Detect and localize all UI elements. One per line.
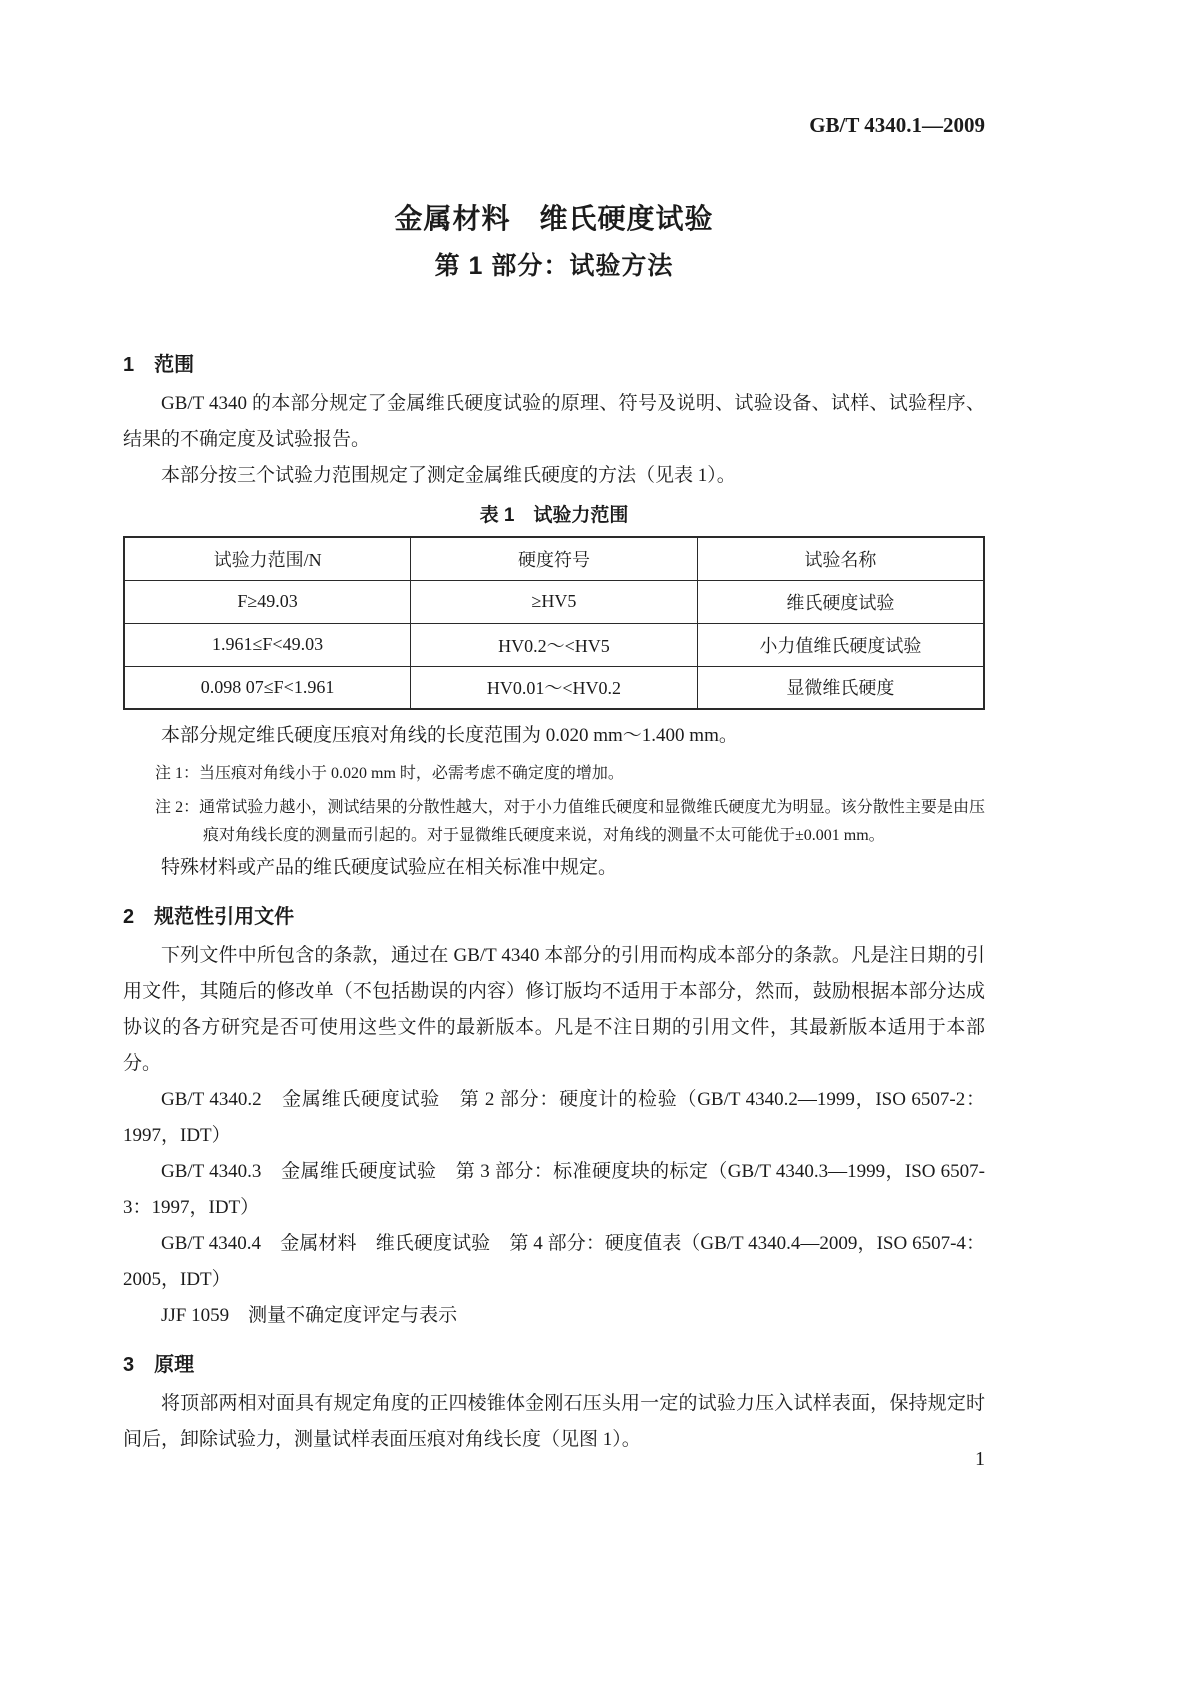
table-cell: 1.961≤F<49.03	[124, 623, 411, 666]
table-row	[124, 623, 984, 666]
force-range-table	[123, 536, 985, 710]
section-2-heading: 2 规范性引用文件	[123, 906, 295, 928]
table-header-row	[124, 537, 984, 580]
section-2-reference-2: GB/T 4340.3 金属维氏硬度试验 第 3 部分：标准硬度块的标定（GB/T 4340.3—1999，ISO 6507-3：1997，IDT）	[123, 1161, 985, 1218]
table-cell: 小力值维氏硬度试验	[697, 623, 984, 666]
section-1-heading: 1 范围	[123, 354, 195, 376]
document-subtitle: 第 1 部分：试验方法	[434, 252, 674, 280]
section-3-paragraph-1: 将顶部两相对面具有规定角度的正四棱锥体金刚石压头用一定的试验力压入试样表面，保持规定时间后，卸除试验力，测量试样表面压痕对角线长度（见图 1）。	[123, 1393, 985, 1450]
table-header-cell-hardness-symbol: 硬度符号	[411, 537, 698, 580]
table-cell: HV0.01～<HV0.2	[411, 666, 698, 709]
table-row	[124, 580, 984, 623]
section-1-paragraph-4: 特殊材料或产品的维氏硬度试验应在相关标准中规定。	[161, 857, 618, 878]
section-1-note-2: 注 2：通常试验力越小，测试结果的分散性越大，对于小力值维氏硬度和显微维氏硬度尤为明显。该分散性主要是由压痕对角线长度的测量而引起的。对于显微维氏硬度来说，对角线的测量不太可能优于±0.001 mm。	[155, 799, 985, 844]
table-cell: 0.098 07≤F<1.961	[124, 666, 411, 709]
table-header-cell-force-range: 试验力范围/N	[124, 537, 411, 580]
section-2-reference-3: GB/T 4340.4 金属材料 维氏硬度试验 第 4 部分：硬度值表（GB/T 4340.4—2009，ISO 6507-4：2005，IDT）	[123, 1233, 985, 1290]
section-1-paragraph-1: GB/T 4340 的本部分规定了金属维氏硬度试验的原理、符号及说明、试验设备、试样、试验程序、结果的不确定度及试验报告。	[123, 393, 985, 450]
doc-number: GB/T 4340.1—2009	[809, 113, 985, 137]
table-cell: F≥49.03	[124, 580, 411, 623]
table-cell: 维氏硬度试验	[697, 580, 984, 623]
table-row	[124, 666, 984, 709]
document-title: 金属材料 维氏硬度试验	[394, 203, 714, 234]
table-cell: 显微维氏硬度	[697, 666, 984, 709]
section-2-paragraph-1: 下列文件中所包含的条款，通过在 GB/T 4340 本部分的引用而构成本部分的条款。凡是注日期的引用文件，其随后的修改单（不包括勘误的内容）修订版均不适用于本部分，然而，鼓励根据本部分达成协议的各方研究是否可使用这些文件的最新版本。凡是不注日期的引用文件，其最新版本适用于本部分。	[123, 945, 985, 1074]
table-cell: ≥HV5	[411, 580, 698, 623]
section-1-note-1: 注 1：当压痕对角线小于 0.020 mm 时，必需考虑不确定度的增加。	[155, 765, 624, 782]
section-2-reference-4: JJF 1059 测量不确定度评定与表示	[161, 1305, 458, 1326]
section-1-paragraph-2: 本部分按三个试验力范围规定了测定金属维氏硬度的方法（见表 1）。	[161, 465, 736, 486]
section-3-heading: 3 原理	[123, 1354, 195, 1376]
section-2-reference-1: GB/T 4340.2 金属维氏硬度试验 第 2 部分：硬度计的检验（GB/T 4340.2—1999，ISO 6507-2：1997，IDT）	[123, 1089, 985, 1146]
table-header-cell-test-name: 试验名称	[697, 537, 984, 580]
section-1-paragraph-3: 本部分规定维氏硬度压痕对角线的长度范围为 0.020 mm～1.400 mm。	[161, 725, 738, 746]
page-number: 1	[975, 1448, 985, 1470]
table-1-caption: 表 1 试验力范围	[479, 505, 629, 526]
page-content	[123, 0, 985, 1458]
table-cell: HV0.2～<HV5	[411, 623, 698, 666]
